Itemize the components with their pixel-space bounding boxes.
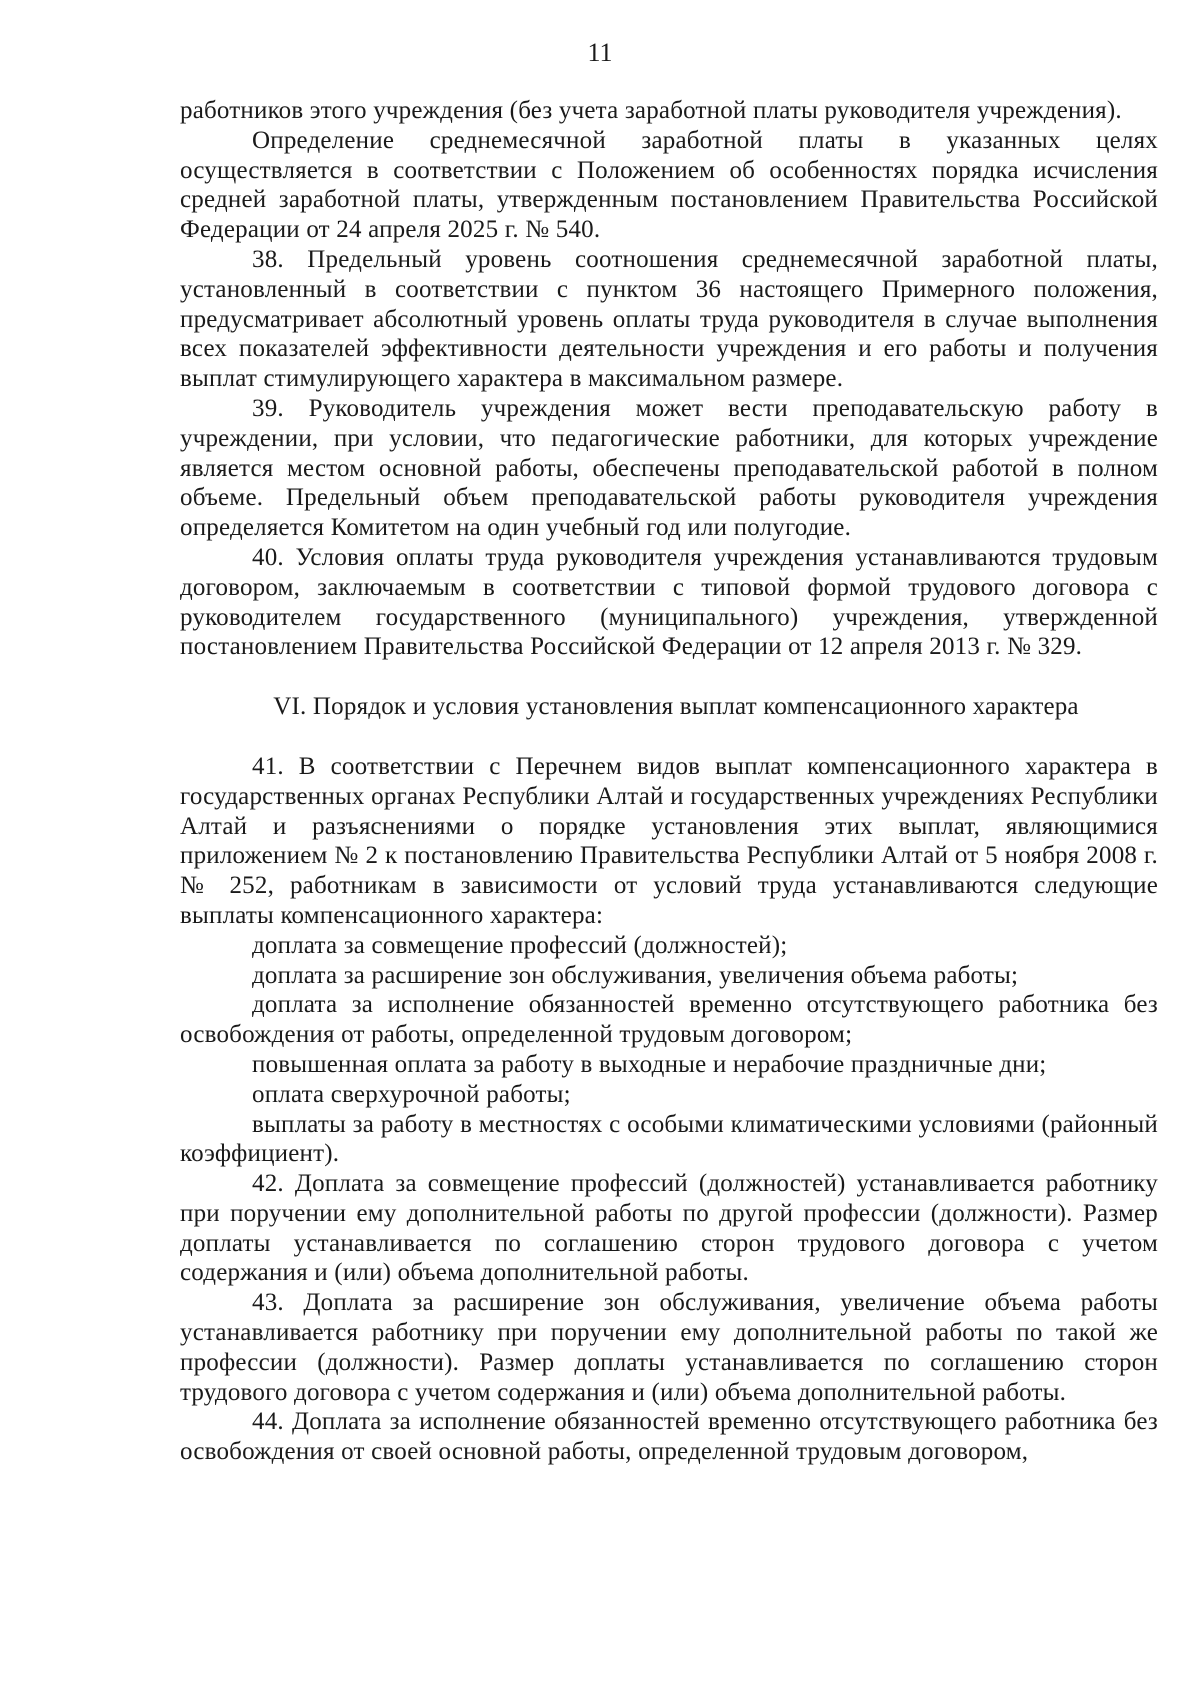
list-item-combination: доплата за совмещение профессий (должностей); [252,931,788,959]
document-body [180,96,1158,1467]
paragraph-39: 39. Руководитель учреждения может вести преподавательскую работу в учреждении, при условии, что педагогические работники, для которых учреждение является местом основной работы, обеспечены преподавательской работой в полном объеме. Предельный объем преподавательской работы руководителя учреждения определяется Комитетом на один учебный год или полугодие. [180,394,1158,542]
paragraph-average-salary: Определение среднемесячной заработной платы в указанных целях осуществляется в соответствии с Положением об особенностях порядка исчисления средней заработной платы, утвержденным постановлением Правительства Российской Федерации от 24 апреля 2025 г. № 540. [180,126,1158,244]
list-item-service-zones: доплата за расширение зон обслуживания, увеличения объема работы; [252,961,1019,989]
list-item-absent-worker: доплата за исполнение обязанностей временно отсутствующего работника без освобождения от работы, определенной трудовым договором; [180,991,1158,1049]
paragraph-44: 44. Доплата за исполнение обязанностей временно отсутствующего работника без освобождения от своей основной работы, определенной трудовым договором, [180,1408,1158,1466]
list-item-holiday-pay: повышенная оплата за работу в выходные и нерабочие праздничные дни; [252,1050,1047,1078]
section-heading: VI. Порядок и условия установления выплат компенсационного характера [273,693,1079,721]
list-item-overtime: оплата сверхурочной работы; [252,1080,571,1108]
list-item-regional-coefficient: выплаты за работу в местностях с особыми климатическими условиями (районный коэффициент). [180,1110,1158,1168]
page-number: 11 [587,38,613,67]
paragraph-40: 40. Условия оплаты труда руководителя учреждения устанавливаются трудовым договором, заключаемым в соответствии с типовой формой трудового договора с руководителем государственного (муниципального) учреждения, утвержденной постановлением Правительства Российской Федерации от 12 апреля 2013 г. № 329. [180,543,1158,661]
paragraph-continuation: работников этого учреждения (без учета заработной платы руководителя учреждения). [180,97,1122,124]
paragraph-38: 38. Предельный уровень соотношения среднемесячной заработной платы, установленный в соответствии с пунктом 36 настоящего Примерного положения, предусматривает абсолютный уровень оплаты труда руководителя в случае выполнения всех показателей эффективности деятельности учреждения и его работы и получения выплат стимулирующего характера в максимальном размере. [180,245,1158,393]
paragraph-42: 42. Доплата за совмещение профессий (должностей) устанавливается работнику при поручении ему дополнительной работы по другой профессии (должности). Размер доплаты устанавливается по соглашению сторон трудового договора с учетом содержания и (или) объема дополнительной работы. [180,1170,1158,1287]
paragraph-43: 43. Доплата за расширение зон обслуживания, увеличение объема работы устанавливается работнику при поручении ему дополнительной работы по такой же профессии (должности). Размер доплаты устанавливается по соглашению сторон трудового договора с учетом содержания и (или) объема дополнительной работы. [180,1289,1158,1406]
paragraph-41: 41. В соответствии с Перечнем видов выплат компенсационного характера в государственных органах Республики Алтай и государственных учреждениях Республики Алтай и разъяснениями о порядке установления этих выплат, являющимися приложением № 2 к постановлению Правительства Республики Алтай от 5 ноября 2008 г. № 252, работникам в зависимости от условий труда устанавливаются следующие выплаты компенсационного характера: [180,752,1158,929]
